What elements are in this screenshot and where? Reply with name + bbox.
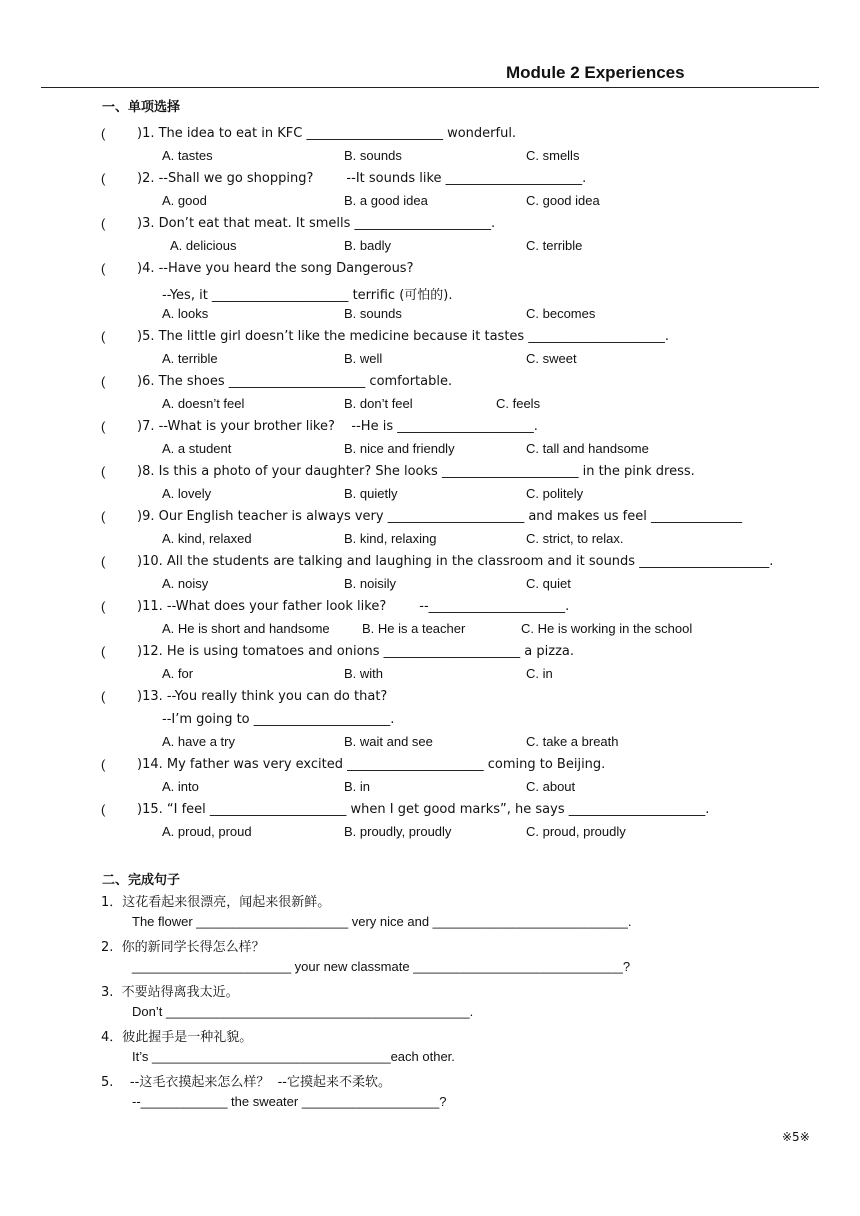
page-title: Module 2 Experiences <box>506 63 685 82</box>
question-text: )8. Is this a photo of your daughter? She looks _____________________ in the pink dress. <box>137 464 695 479</box>
sentence-prompt: 3. 不要站得离我太近。 <box>101 985 239 1000</box>
option-a: A. noisy <box>162 576 209 591</box>
title-divider <box>41 87 819 88</box>
option-a: A. for <box>162 666 194 681</box>
sentence-prompt: 2. 你的新同学长得怎么样？ <box>101 940 265 955</box>
option-a: A. kind, relaxed <box>162 531 252 546</box>
section-1-title: 一、单项选择 <box>102 100 181 115</box>
answer-paren: ( <box>101 419 106 434</box>
option-b: B. well <box>344 351 383 366</box>
option-b: B. a good idea <box>344 193 428 208</box>
option-c: C. take a breath <box>526 734 619 749</box>
option-c: C. sweet <box>526 351 577 366</box>
sentence-answer-line: --____________ the sweater ___________________? <box>132 1094 447 1109</box>
answer-paren: ( <box>101 599 106 614</box>
answer-paren: ( <box>101 802 106 817</box>
option-b: B. don’t feel <box>344 396 413 411</box>
question-text: )13. --You really think you can do that? <box>137 689 388 704</box>
question-text: )15. “I feel _____________________ when I get good marks”, he says _____________________. <box>137 802 710 817</box>
sentence-answer-line: It’s _________________________________each other. <box>132 1049 455 1064</box>
sentence-prompt: 4．彼此握手是一种礼貌。 <box>101 1030 253 1045</box>
option-c: C. good idea <box>526 193 600 208</box>
answer-paren: ( <box>101 126 106 141</box>
option-a: A. He is short and handsome <box>162 621 330 636</box>
section-2-title: 二、完成句子 <box>102 873 181 888</box>
answer-paren: ( <box>101 644 106 659</box>
page-number: ※5※ <box>782 1130 810 1144</box>
question-text: )11. --What does your father look like? --_____________________. <box>137 599 570 614</box>
option-a: A. delicious <box>170 238 237 253</box>
option-b: B. quietly <box>344 486 398 501</box>
option-a: A. doesn’t feel <box>162 396 245 411</box>
answer-paren: ( <box>101 374 106 389</box>
option-a: A. have a try <box>162 734 235 749</box>
option-b: B. noisily <box>344 576 397 591</box>
question-text: )9. Our English teacher is always very _____________________ and makes us feel ______________ <box>137 509 742 524</box>
answer-paren: ( <box>101 554 106 569</box>
question-text: )6. The shoes _____________________ comfortable. <box>137 374 453 389</box>
question-text: )5. The little girl doesn’t like the medicine because it tastes _____________________. <box>137 329 669 344</box>
option-c: C. in <box>526 666 553 681</box>
option-c: C. becomes <box>526 306 596 321</box>
question-text: )14. My father was very excited _____________________ coming to Beijing. <box>137 757 606 772</box>
option-c: C. quiet <box>526 576 571 591</box>
option-a: A. a student <box>162 441 232 456</box>
option-a: A. looks <box>162 306 209 321</box>
option-a: A. lovely <box>162 486 212 501</box>
sentence-answer-line: Don’t __________________________________________. <box>132 1004 474 1019</box>
question-text: )10. All the students are talking and laughing in the classroom and it sounds ____________________. <box>137 554 774 569</box>
option-a: A. proud, proud <box>162 824 252 839</box>
option-b: B. in <box>344 779 371 794</box>
sentence-answer-line: The flower _____________________ very nice and ___________________________. <box>132 914 632 929</box>
question-text: )1. The idea to eat in KFC _____________________ wonderful. <box>137 126 517 141</box>
answer-paren: ( <box>101 216 106 231</box>
answer-paren: ( <box>101 509 106 524</box>
question-text: )2. --Shall we go shopping? --It sounds like _____________________. <box>137 171 587 186</box>
option-b: B. kind, relaxing <box>344 531 437 546</box>
question-text: )4. --Have you heard the song Dangerous? <box>137 261 414 276</box>
option-a: A. good <box>162 193 207 208</box>
answer-paren: ( <box>101 261 106 276</box>
answer-paren: ( <box>101 464 106 479</box>
option-c: C. politely <box>526 486 584 501</box>
option-b: B. sounds <box>344 306 402 321</box>
option-a: A. tastes <box>162 148 213 163</box>
option-c: C. tall and handsome <box>526 441 649 456</box>
sentence-answer-line: ______________________ your new classmate _____________________________? <box>132 959 631 974</box>
answer-paren: ( <box>101 689 106 704</box>
option-b: B. wait and see <box>344 734 433 749</box>
option-b: B. nice and friendly <box>344 441 455 456</box>
option-b: B. badly <box>344 238 391 253</box>
option-b: B. He is a teacher <box>362 621 466 636</box>
sentence-prompt: 1．这花看起来很漂亮，闻起来很新鲜。 <box>101 895 331 910</box>
option-b: B. sounds <box>344 148 402 163</box>
option-c: C. about <box>526 779 576 794</box>
question-text: )7. --What is your brother like? --He is _____________________. <box>137 419 538 434</box>
option-c: C. proud, proudly <box>526 824 626 839</box>
option-b: B. with <box>344 666 384 681</box>
option-c: C. feels <box>496 396 541 411</box>
option-c: C. He is working in the school <box>521 621 693 636</box>
option-c: C. strict, to relax. <box>526 531 624 546</box>
answer-paren: ( <box>101 329 106 344</box>
sentence-prompt: 5. --这毛衣摸起来怎么样？ --它摸起来不柔软。 <box>101 1075 391 1090</box>
answer-paren: ( <box>101 757 106 772</box>
option-a: A. terrible <box>162 351 218 366</box>
question-followup: --I’m going to _____________________. <box>162 712 395 727</box>
question-followup: --Yes, it _____________________ terrific (可怕的). <box>162 288 453 303</box>
option-c: C. smells <box>526 148 580 163</box>
question-text: )3. Don’t eat that meat. It smells _____________________. <box>137 216 496 231</box>
question-text: )12. He is using tomatoes and onions _____________________ a pizza. <box>137 644 575 659</box>
option-a: A. into <box>162 779 199 794</box>
answer-paren: ( <box>101 171 106 186</box>
option-c: C. terrible <box>526 238 583 253</box>
option-b: B. proudly, proudly <box>344 824 452 839</box>
